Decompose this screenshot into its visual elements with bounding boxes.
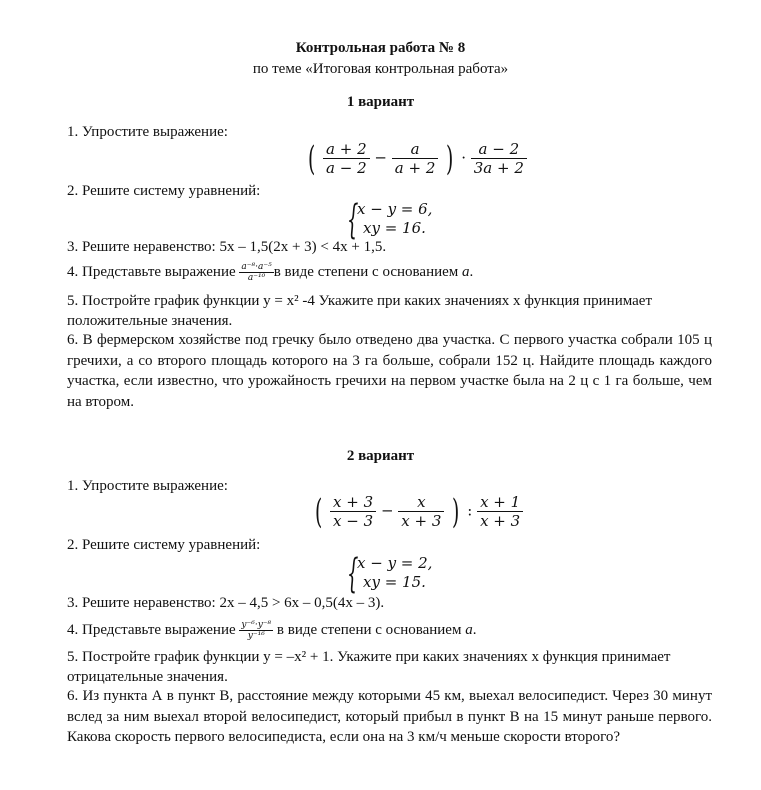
denominator: 3a + 2 [473, 159, 524, 177]
variable: a [465, 622, 473, 638]
denominator: a⁻¹⁰ [247, 273, 266, 284]
denominator: y⁻¹⁶ [247, 631, 265, 642]
power-fraction [239, 262, 273, 283]
task-text: 4. Представьте выражение [67, 264, 236, 280]
task-text: в виде степени с основанием [273, 622, 466, 638]
numerator: x + 1 [477, 493, 523, 512]
v2-task-1: 1. Упростите выражение: [67, 478, 228, 494]
numerator: a [392, 140, 439, 159]
denominator: a + 2 [394, 159, 436, 177]
denominator: x − 3 [333, 512, 374, 530]
numerator: a − 2 [471, 140, 527, 159]
v2-task-5-line-2: отрицательные значения. [67, 669, 228, 685]
numerator: x [398, 493, 444, 512]
v1-task-5-line-2: положительные значения. [67, 313, 233, 329]
v1-task-1: 1. Упростите выражение: [67, 124, 228, 140]
task-text: 4. Представьте выражение [67, 622, 236, 638]
right-paren: ) [446, 138, 454, 179]
denominator: x + 3 [401, 512, 442, 530]
left-paren: ( [314, 491, 323, 532]
brace-icon: { [347, 197, 359, 243]
fraction [323, 140, 370, 177]
v1-task-2: 2. Решите систему уравнений: [67, 183, 261, 199]
fraction [471, 140, 527, 177]
fraction [392, 140, 439, 177]
variable: a [462, 264, 470, 280]
right-paren: ) [452, 491, 460, 532]
v1-equation-system [347, 197, 457, 243]
punctuation: . [472, 622, 477, 638]
task-text: в виде степени с основанием [273, 264, 463, 280]
v1-task-4 [67, 262, 717, 283]
v1-task-3: 3. Решите неравенство: 5x – 1,5(2x + 3) < 4x + 1,5. [67, 239, 387, 255]
equation-row: xy = 15. [363, 573, 426, 591]
fraction [477, 493, 523, 530]
punctuation: . [469, 264, 474, 280]
numerator: x + 3 [330, 493, 376, 512]
v1-task-6: 6. В фермерском хозяйстве под гречку было отведено два участка. С первого участка собрали 105 ц гречихи, а со второго площадь которого на 3 га больше, собрали 152 ц. Найдите площадь каждого участка, если известно, что урожайность гречихи на первом участке была на 2 ц с 1 га больше, чем на втором. [67, 332, 712, 411]
document-subtitle: по теме «Итоговая контрольная работа» [252, 61, 509, 77]
v2-task-2: 2. Решите систему уравнений: [67, 537, 261, 553]
numerator: a + 2 [323, 140, 370, 159]
brace-icon: { [347, 551, 359, 597]
v2-task-1-expression [312, 493, 523, 530]
left-paren: ( [307, 138, 316, 179]
v2-equation-system [347, 551, 457, 597]
v1-task-1-expression [305, 140, 527, 177]
equation-row: x − y = 2, [357, 554, 433, 572]
document-title: Контрольная работа № 8 [295, 40, 466, 56]
variant-2-heading: 2 вариант [346, 448, 415, 464]
minus-sign: − [374, 148, 387, 167]
operator: · [461, 148, 466, 167]
equation-row: x − y = 6, [357, 200, 433, 218]
minus-sign: − [380, 501, 394, 520]
denominator: a − 2 [326, 159, 367, 177]
v2-task-6: 6. Из пункта А в пункт В, расстояние между которыми 45 км, выехал велосипедист. Через 30 минут вслед за ним выехал второй велосипедист, который прибыл в пункт В на 15 минут раньше первого. Какова скорость первого велосипедиста, если она на 3 км/ч меньше скорости второго? [67, 688, 712, 746]
v2-task-3: 3. Решите неравенство: 2x – 4,5 > 6x – 0,5(4x – 3). [67, 595, 385, 611]
equation-row: xy = 16. [363, 219, 426, 237]
v2-task-5-line-1: 5. Постройте график функции y = –x² + 1. Укажите при каких значениях x функция принимает [67, 649, 671, 665]
numerator: y⁻⁶·y⁻⁸ [241, 620, 272, 631]
fraction [398, 493, 444, 530]
v2-task-4 [67, 620, 717, 641]
operator: : [467, 501, 473, 520]
variant-1-heading: 1 вариант [346, 94, 415, 110]
numerator: a⁻⁸·a⁻⁵ [241, 262, 272, 273]
power-fraction [239, 620, 273, 641]
v1-task-5-line-1: 5. Постройте график функции y = x² -4 Укажите при каких значениях x функция принимает [67, 293, 652, 309]
denominator: x + 3 [480, 512, 521, 530]
fraction [330, 493, 376, 530]
